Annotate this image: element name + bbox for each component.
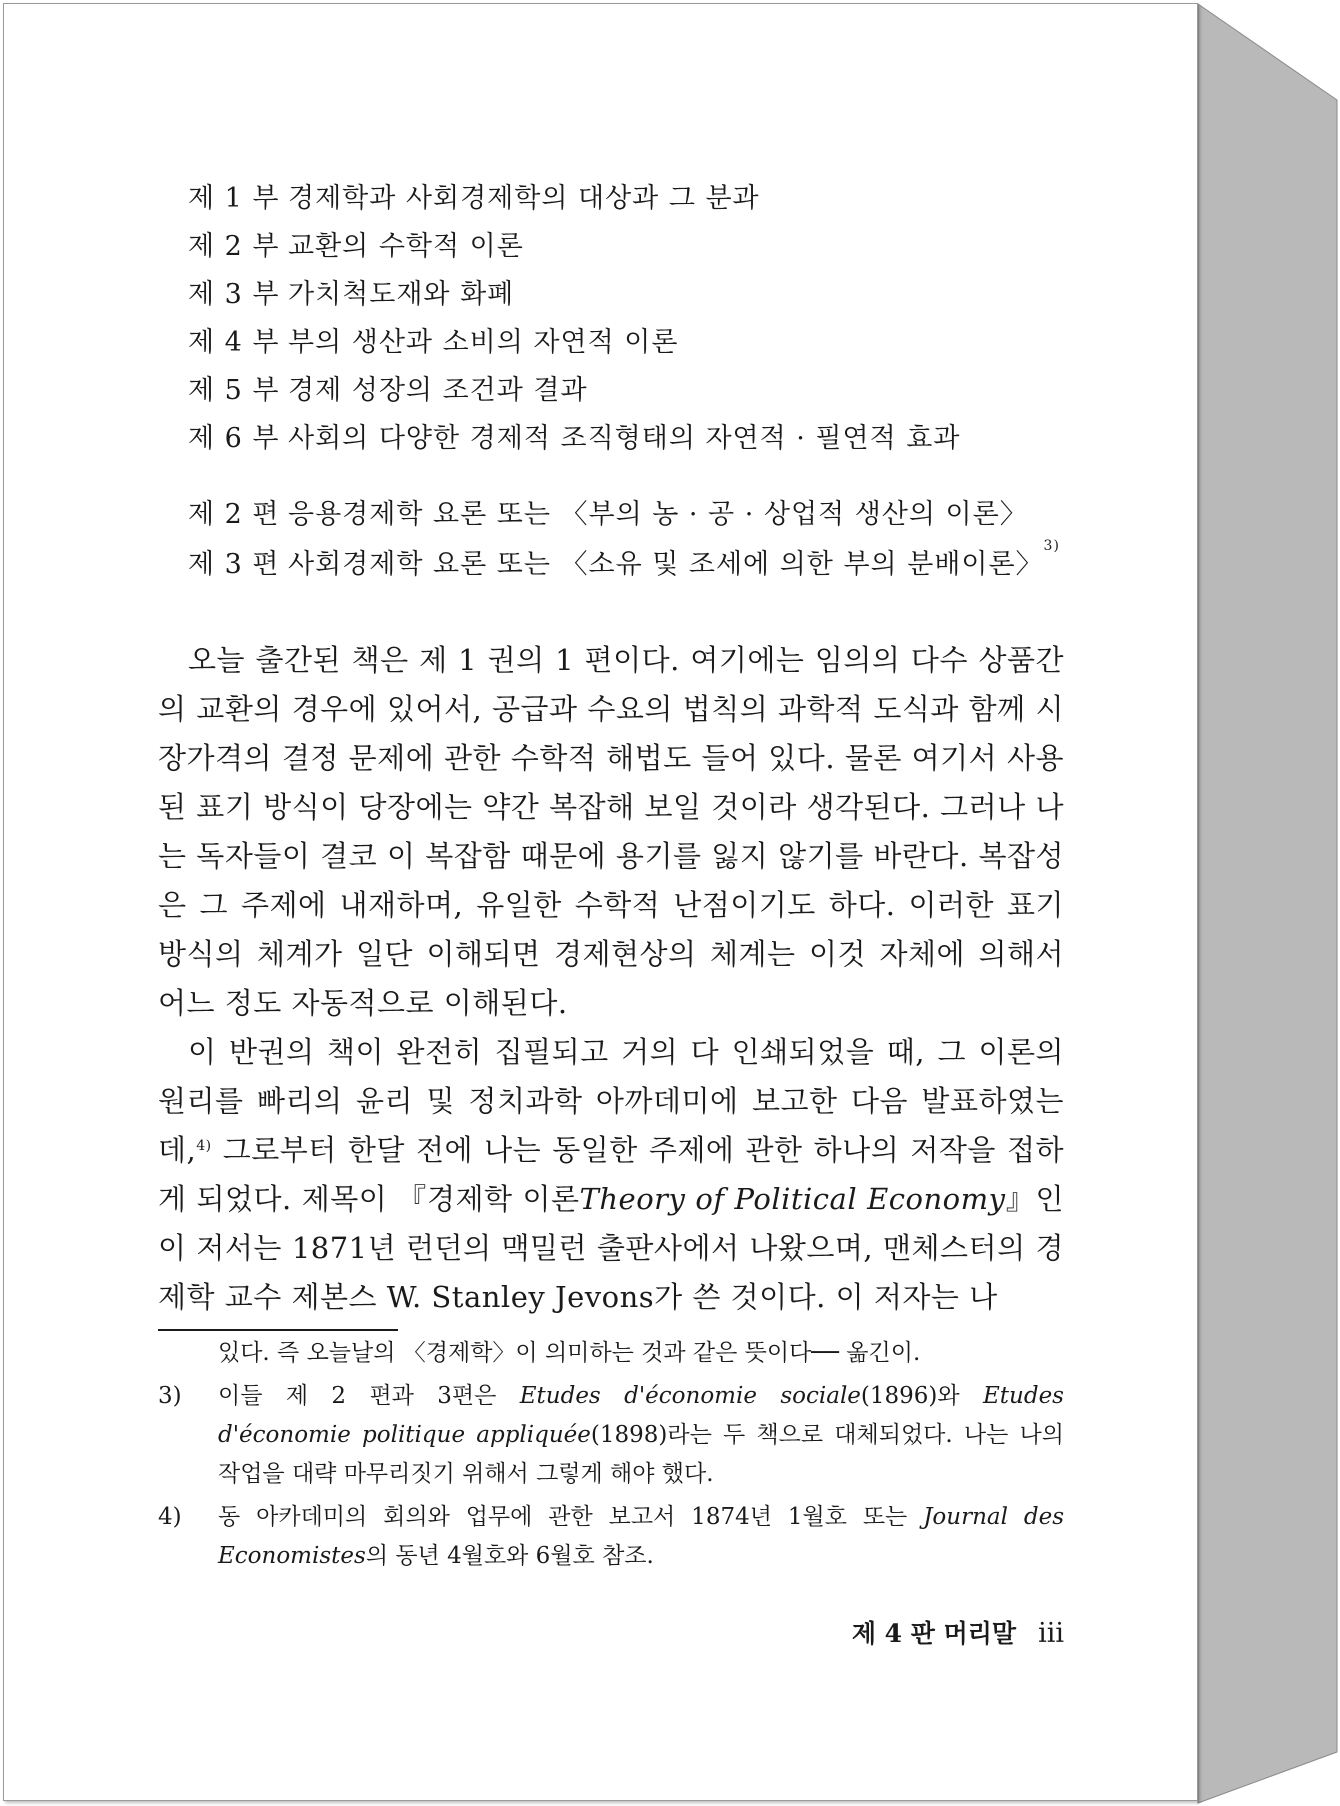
toc-volume-number: 제 2 편 bbox=[188, 499, 280, 530]
footnote-ref: 3) bbox=[1043, 538, 1060, 554]
toc-part-title: 경제학과 사회경제학의 대상과 그 분과 bbox=[288, 183, 760, 214]
toc-part-title: 가치척도재와 화폐 bbox=[288, 279, 515, 310]
footnotes bbox=[158, 1334, 1064, 1576]
toc-part-3 bbox=[188, 272, 514, 311]
paragraph-2 bbox=[158, 1028, 1064, 1322]
footnote-4: 4) 동 아카데미의 회의와 업무에 관한 보고서 1874년 1월호 또는 Journal des Economistes의 동년 4월호와 6월호 참조. bbox=[188, 1498, 1064, 1576]
toc-part-1 bbox=[188, 176, 760, 215]
toc-volume-title: 사회경제학 요론 또는 〈소유 및 조세에 의한 부의 분배이론〉 bbox=[288, 549, 1044, 580]
footnote-ref: 4) bbox=[196, 1138, 212, 1154]
toc-part-number: 제 4 부 bbox=[188, 327, 280, 358]
toc-part-number: 제 6 부 bbox=[188, 423, 280, 454]
footnote-continuation: 있다. 즉 오늘날의 〈경제학〉이 의미하는 것과 같은 뜻이다── 옮긴이. bbox=[218, 1340, 921, 1366]
toc-part-number: 제 2 부 bbox=[188, 231, 280, 262]
toc-volume-3 bbox=[188, 538, 1060, 581]
footnote-rule bbox=[158, 1329, 398, 1331]
toc-volume-title: 응용경제학 요론 또는 〈부의 농 · 공 · 상업적 생산의 이론〉 bbox=[288, 499, 1028, 530]
paragraph-2-part-c: 』인 이 저서는 1871년 런던의 맥밀런 출판사에서 나왔으며, 맨체스터의 경제학 교수 제본스 W. Stanley Jevons가 쓴 것이다. 이 저자는 나 bbox=[158, 1182, 1064, 1314]
toc-part-number: 제 3 부 bbox=[188, 279, 280, 310]
footer-label: 제 4 판 머리말 bbox=[851, 1619, 1017, 1648]
book-page bbox=[3, 3, 1198, 1801]
footnote-4-mark: 4) bbox=[158, 1504, 182, 1530]
book-title-italic: Theory of Political Economy bbox=[579, 1182, 1006, 1216]
toc-part-6 bbox=[188, 416, 960, 455]
page-number: iii bbox=[1038, 1618, 1064, 1649]
toc-part-5 bbox=[188, 368, 588, 407]
toc-part-2 bbox=[188, 224, 524, 263]
toc-part-title: 부의 생산과 소비의 자연적 이론 bbox=[288, 327, 679, 358]
toc-part-title: 교환의 수학적 이론 bbox=[288, 231, 524, 262]
paragraph-2-part-a: 이 반권의 책이 완전히 집필되고 거의 다 인쇄되었을 때, 그 이론의 원리를 빠리의 윤리 및 정치과학 아까데미에 보고한 다음 발표하였는데, bbox=[158, 1035, 1064, 1167]
toc-volume-number: 제 3 편 bbox=[188, 549, 280, 580]
toc-part-number: 제 5 부 bbox=[188, 375, 280, 406]
body-text bbox=[158, 636, 1064, 1322]
toc-part-number: 제 1 부 bbox=[188, 183, 280, 214]
toc-volume-2 bbox=[188, 492, 1028, 531]
running-footer bbox=[852, 1614, 1064, 1650]
footnote-3-mark: 3) bbox=[158, 1383, 182, 1409]
paragraph-1: 오늘 출간된 책은 제 1 권의 1 편이다. 여기에는 임의의 다수 상품간의 교환의 경우에 있어서, 공급과 수요의 법칙의 과학적 도식과 함께 시장가격의 결정 문제에 관한 수학적 해법도 들어 있다. 물론 여기서 사용된 표기 방식이 당장에는 약간 복잡해 보일 것이라 생각된다. 그러나 나는 독자들이 결코 이 복잡함 때문에 용기를 잃지 않기를 바란다. 복잡성은 그 주제에 내재하며, 유일한 수학적 난점이기도 하다. 이러한 표기 방식의 체계가 일단 이해되면 경제현상의 체계는 이것 자체에 의해서 어느 정도 자동적으로 이해된다. bbox=[158, 643, 1064, 1020]
footnote-3: 3) 이들 제 2 편과 3편은 Etudes d'économie sociale(1896)와 Etudes d'économie politique appliquée(1898)라는 두 책으로 대체되었다. 나는 나의 작업을 대략 마무리짓기 위해서 그렇게 해야 했다. bbox=[188, 1377, 1064, 1494]
paragraph-2-part-b: 그로부터 한달 전에 나는 동일한 주제에 관한 하나의 저작을 접하게 되었다. 제목이 『경제학 이론 bbox=[158, 1133, 1064, 1216]
toc-part-title: 경제 성장의 조건과 결과 bbox=[288, 375, 588, 406]
toc-part-title: 사회의 다양한 경제적 조직형태의 자연적 · 필연적 효과 bbox=[288, 423, 961, 454]
toc-part-4 bbox=[188, 320, 678, 359]
